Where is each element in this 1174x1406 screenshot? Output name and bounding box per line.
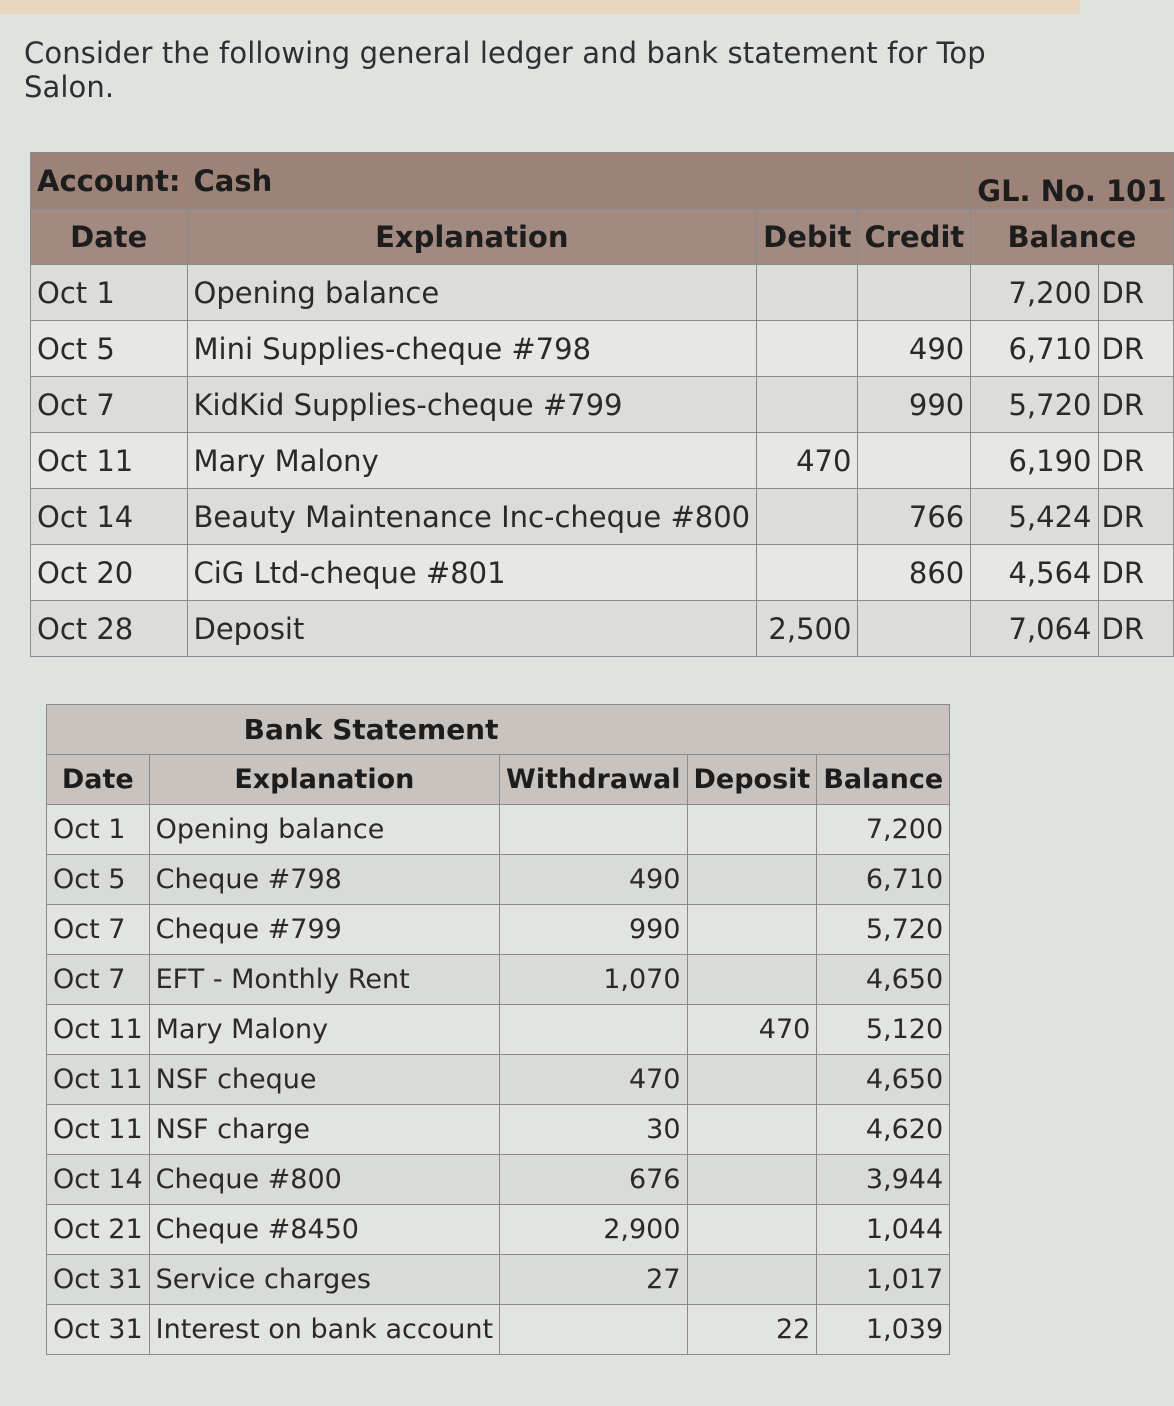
bank-balance-cell: 4,620: [817, 1105, 950, 1155]
bank-header-balance: Balance: [817, 755, 950, 805]
bank-withdrawal-cell: 490: [500, 855, 687, 905]
ledger-explanation-cell: Beauty Maintenance Inc-cheque #800: [187, 489, 757, 545]
bank-deposit-cell: [687, 1205, 817, 1255]
bank-row: [47, 805, 950, 855]
bank-explanation-cell: Cheque #799: [149, 905, 499, 955]
bank-row: [47, 1255, 950, 1305]
bank-explanation-cell: NSF charge: [149, 1105, 499, 1155]
ledger-balance-side-cell: DR: [1098, 601, 1173, 657]
bank-header-withdrawal: Withdrawal: [500, 755, 687, 805]
bank-date-cell: Oct 1: [47, 805, 150, 855]
ledger-balance-cell: 4,564: [971, 545, 1098, 601]
ledger-row: [31, 489, 1174, 545]
bank-date-cell: Oct 11: [47, 1005, 150, 1055]
ledger-date-cell: Oct 20: [31, 545, 188, 601]
bank-explanation-cell: NSF cheque: [149, 1055, 499, 1105]
bank-date-cell: Oct 5: [47, 855, 150, 905]
bank-deposit-cell: [687, 1055, 817, 1105]
ledger-balance-side-cell: DR: [1098, 321, 1173, 377]
bank-balance-cell: 6,710: [817, 855, 950, 905]
bank-withdrawal-cell: 1,070: [500, 955, 687, 1005]
ledger-row: [31, 377, 1174, 433]
ledger-credit-cell: 766: [858, 489, 971, 545]
ledger-explanation-cell: CiG Ltd-cheque #801: [187, 545, 757, 601]
ledger-date-cell: Oct 28: [31, 601, 188, 657]
ledger-row: [31, 265, 1174, 321]
gl-number: GL. No. 101: [971, 153, 1173, 209]
bank-withdrawal-cell: [500, 1005, 687, 1055]
bank-balance-cell: 4,650: [817, 1055, 950, 1105]
ledger-balance-cell: 5,424: [971, 489, 1098, 545]
top-border: [0, 0, 1080, 14]
ledger-row: [31, 433, 1174, 489]
bank-balance-cell: 4,650: [817, 955, 950, 1005]
bank-deposit-cell: 470: [687, 1005, 817, 1055]
bank-row: [47, 905, 950, 955]
ledger-account-row: [31, 153, 1174, 209]
account-label: Account:: [31, 153, 188, 209]
bank-statement-title: Bank Statement: [47, 705, 950, 755]
bank-date-cell: Oct 21: [47, 1205, 150, 1255]
bank-deposit-cell: [687, 955, 817, 1005]
ledger-header-row: [31, 209, 1174, 265]
ledger-date-cell: Oct 1: [31, 265, 188, 321]
ledger-balance-side-cell: DR: [1098, 489, 1173, 545]
ledger-credit-cell: [858, 265, 971, 321]
ledger-balance-side-cell: DR: [1098, 433, 1173, 489]
bank-row: [47, 1305, 950, 1355]
bank-row: [47, 955, 950, 1005]
bank-header-row: [47, 755, 950, 805]
bank-row: [47, 1005, 950, 1055]
ledger-debit-cell: [757, 545, 858, 601]
ledger-credit-cell: [858, 601, 971, 657]
bank-row: [47, 855, 950, 905]
bank-balance-cell: 1,044: [817, 1205, 950, 1255]
bank-date-cell: Oct 7: [47, 905, 150, 955]
ledger-debit-cell: 2,500: [757, 601, 858, 657]
bank-withdrawal-cell: 2,900: [500, 1205, 687, 1255]
intro-text: Consider the following general ledger and bank statement for Top Salon.: [24, 36, 986, 104]
ledger-balance-cell: 7,200: [971, 265, 1098, 321]
ledger-explanation-cell: KidKid Supplies-cheque #799: [187, 377, 757, 433]
bank-withdrawal-cell: 27: [500, 1255, 687, 1305]
ledger-row: [31, 601, 1174, 657]
bank-row: [47, 1205, 950, 1255]
bank-balance-cell: 5,120: [817, 1005, 950, 1055]
bank-explanation-cell: Interest on bank account: [149, 1305, 499, 1355]
bank-deposit-cell: [687, 1255, 817, 1305]
bank-explanation-cell: Mary Malony: [149, 1005, 499, 1055]
bank-withdrawal-cell: 30: [500, 1105, 687, 1155]
bank-withdrawal-cell: 990: [500, 905, 687, 955]
bank-balance-cell: 1,039: [817, 1305, 950, 1355]
general-ledger-table: [30, 152, 1174, 657]
ledger-balance-cell: 6,710: [971, 321, 1098, 377]
ledger-row: [31, 545, 1174, 601]
bank-row: [47, 1105, 950, 1155]
ledger-balance-side-cell: DR: [1098, 265, 1173, 321]
bank-withdrawal-cell: 676: [500, 1155, 687, 1205]
ledger-explanation-cell: Deposit: [187, 601, 757, 657]
bank-date-cell: Oct 11: [47, 1055, 150, 1105]
bank-explanation-cell: Service charges: [149, 1255, 499, 1305]
ledger-row: [31, 321, 1174, 377]
ledger-credit-cell: 990: [858, 377, 971, 433]
bank-statement-table: [46, 704, 950, 1355]
ledger-balance-side-cell: DR: [1098, 377, 1173, 433]
ledger-explanation-cell: Mary Malony: [187, 433, 757, 489]
ledger-debit-cell: [757, 377, 858, 433]
bank-title-row: [47, 705, 950, 755]
ledger-debit-cell: 470: [757, 433, 858, 489]
ledger-date-cell: Oct 14: [31, 489, 188, 545]
bank-row: [47, 1055, 950, 1105]
ledger-credit-cell: [858, 433, 971, 489]
bank-header-date: Date: [47, 755, 150, 805]
bank-explanation-cell: Cheque #800: [149, 1155, 499, 1205]
bank-deposit-cell: [687, 1155, 817, 1205]
ledger-balance-cell: 6,190: [971, 433, 1098, 489]
ledger-date-cell: Oct 7: [31, 377, 188, 433]
bank-header-explanation: Explanation: [149, 755, 499, 805]
bank-explanation-cell: Opening balance: [149, 805, 499, 855]
ledger-header-credit: Credit: [858, 209, 971, 265]
bank-explanation-cell: EFT - Monthly Rent: [149, 955, 499, 1005]
bank-deposit-cell: [687, 855, 817, 905]
ledger-credit-cell: 860: [858, 545, 971, 601]
bank-balance-cell: 1,017: [817, 1255, 950, 1305]
bank-deposit-cell: [687, 1105, 817, 1155]
bank-header-deposit: Deposit: [687, 755, 817, 805]
ledger-debit-cell: [757, 489, 858, 545]
bank-withdrawal-cell: [500, 1305, 687, 1355]
bank-balance-cell: 5,720: [817, 905, 950, 955]
ledger-balance-cell: 7,064: [971, 601, 1098, 657]
bank-deposit-cell: [687, 805, 817, 855]
ledger-credit-cell: 490: [858, 321, 971, 377]
bank-explanation-cell: Cheque #798: [149, 855, 499, 905]
ledger-balance-side-cell: DR: [1098, 545, 1173, 601]
ledger-explanation-cell: Opening balance: [187, 265, 757, 321]
ledger-debit-cell: [757, 321, 858, 377]
bank-balance-cell: 7,200: [817, 805, 950, 855]
bank-balance-cell: 3,944: [817, 1155, 950, 1205]
bank-date-cell: Oct 14: [47, 1155, 150, 1205]
ledger-date-cell: Oct 5: [31, 321, 188, 377]
ledger-date-cell: Oct 11: [31, 433, 188, 489]
account-name: Cash: [187, 153, 971, 209]
ledger-header-explanation: Explanation: [187, 209, 757, 265]
bank-explanation-cell: Cheque #8450: [149, 1205, 499, 1255]
ledger-header-date: Date: [31, 209, 188, 265]
ledger-header-balance: Balance: [971, 209, 1173, 265]
bank-deposit-cell: 22: [687, 1305, 817, 1355]
bank-withdrawal-cell: 470: [500, 1055, 687, 1105]
ledger-debit-cell: [757, 265, 858, 321]
bank-row: [47, 1155, 950, 1205]
ledger-header-debit: Debit: [757, 209, 858, 265]
ledger-explanation-cell: Mini Supplies-cheque #798: [187, 321, 757, 377]
bank-date-cell: Oct 31: [47, 1305, 150, 1355]
bank-date-cell: Oct 7: [47, 955, 150, 1005]
bank-deposit-cell: [687, 905, 817, 955]
bank-date-cell: Oct 31: [47, 1255, 150, 1305]
bank-date-cell: Oct 11: [47, 1105, 150, 1155]
ledger-balance-cell: 5,720: [971, 377, 1098, 433]
bank-withdrawal-cell: [500, 805, 687, 855]
